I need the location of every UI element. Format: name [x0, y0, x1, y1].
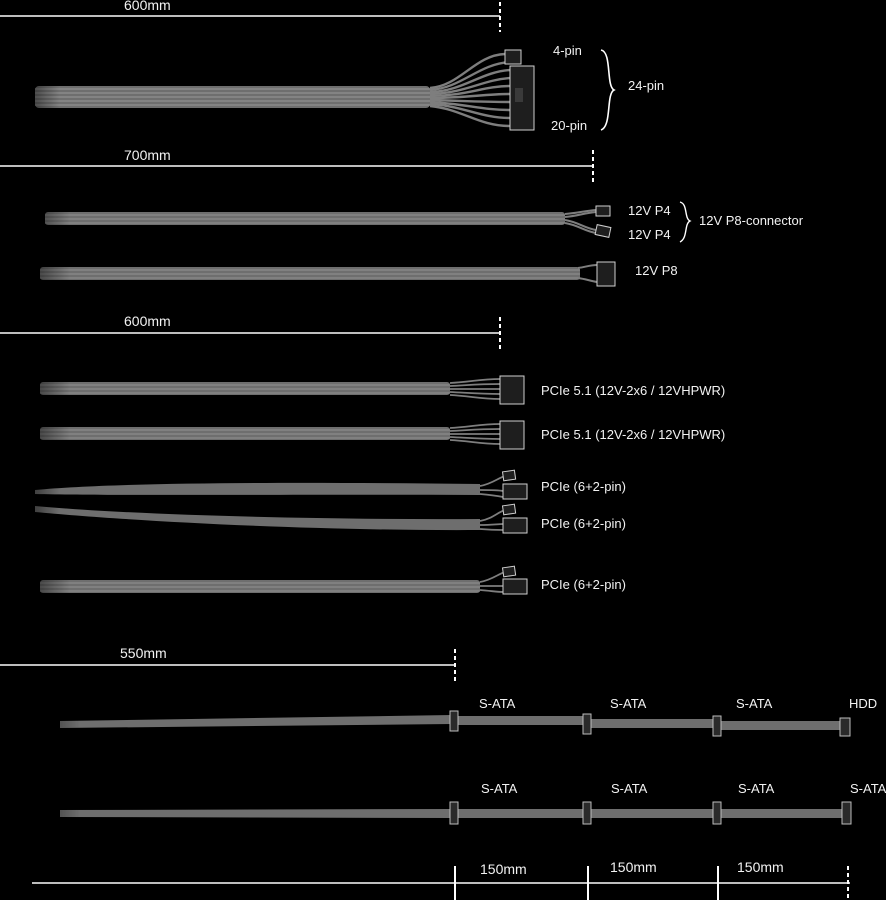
- brace-24pin: [601, 50, 614, 130]
- sata-cable-2: [0, 802, 851, 826]
- dimension-label-sata-seg-3: 150mm: [737, 859, 784, 875]
- label-pcie-6plus2-1: PCIe (6+2-pin): [541, 479, 626, 494]
- dimension-label-sata-seg-2: 150mm: [610, 859, 657, 875]
- label-12v-p8: 12V P8: [635, 263, 678, 278]
- label-20pin: 20-pin: [551, 118, 588, 133]
- label-pcie51-2: PCIe 5.1 (12V-2x6 / 12VHPWR): [541, 427, 726, 442]
- label-pcie51-1: PCIe 5.1 (12V-2x6 / 12VHPWR): [541, 383, 726, 398]
- pcie-6plus2-cable-2: [0, 500, 527, 533]
- dimension-label-600mm-pcie: 600mm: [124, 313, 171, 329]
- atx-24pin-cable: [0, 50, 534, 130]
- dimension-line-550mm: [0, 649, 455, 681]
- cpu-p4-cable: [0, 205, 611, 237]
- label-sata-r1-c1: S-ATA: [479, 696, 516, 711]
- label-pcie-6plus2-2: PCIe (6+2-pin): [541, 516, 626, 531]
- pcie51-cable-1: [0, 376, 524, 404]
- brace-p8-connector: [680, 202, 690, 242]
- dimension-line-600mm-pcie: [0, 317, 500, 349]
- dimension-label-sata-seg-1: 150mm: [480, 861, 527, 877]
- label-4pin: 4-pin: [553, 43, 582, 58]
- dimension-label-700mm: 700mm: [124, 147, 171, 163]
- label-sata-r2-c3: S-ATA: [738, 781, 775, 796]
- dimension-line-600mm-top: [0, 2, 500, 32]
- label-sata-r2-c1: S-ATA: [481, 781, 518, 796]
- label-sata-r2-end: S-ATA: [850, 781, 886, 796]
- dimension-label-550mm: 550mm: [120, 645, 167, 661]
- cpu-p8-cable: [0, 260, 615, 288]
- sata-cable-1: [0, 711, 850, 736]
- dimension-label-600mm-top: 600mm: [124, 0, 171, 13]
- dimension-line-sata-spacing: [32, 866, 850, 900]
- label-12v-p8-connector: 12V P8-connector: [699, 213, 804, 228]
- label-12v-p4-bottom: 12V P4: [628, 227, 671, 242]
- label-12v-p4-top: 12V P4: [628, 203, 671, 218]
- pcie-6plus2-cable-3: [0, 566, 527, 600]
- pcie-6plus2-cable-1: [0, 470, 527, 502]
- label-sata-r2-c2: S-ATA: [611, 781, 648, 796]
- label-hdd: HDD: [849, 696, 878, 711]
- label-pcie-6plus2-3: PCIe (6+2-pin): [541, 577, 626, 592]
- label-sata-r1-c2: S-ATA: [610, 696, 647, 711]
- label-sata-r1-c3: S-ATA: [736, 696, 773, 711]
- pcie51-cable-2: [0, 421, 524, 449]
- label-24pin: 24-pin: [628, 78, 665, 93]
- dimension-line-700mm: [0, 147, 593, 182]
